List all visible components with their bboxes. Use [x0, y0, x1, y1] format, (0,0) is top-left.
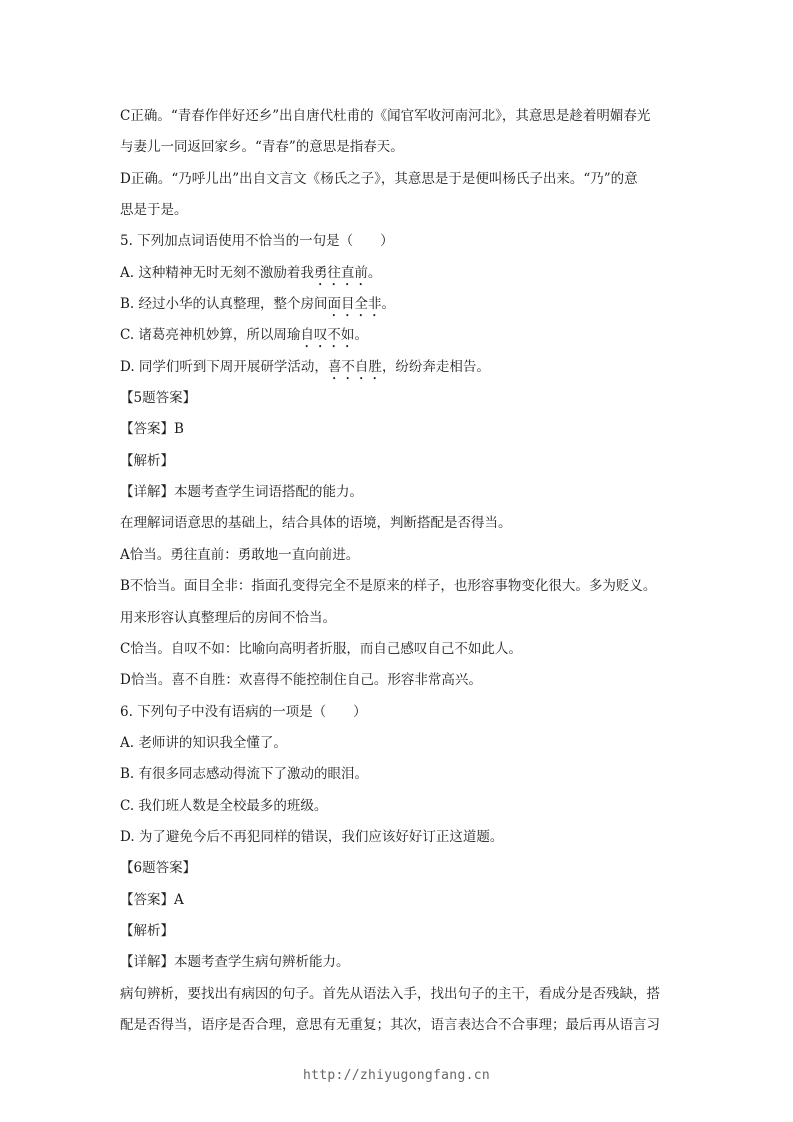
document-body: [120, 101, 680, 1041]
answer-heading: 【5题答案】: [120, 390, 197, 407]
text-line: 病句辨析，要找出有病因的句子。首先从语法入手，找出句子的主干，看成分是否残缺，搭: [120, 985, 660, 1002]
option-text: C. 诸葛亮神机妙算，所以周瑜: [120, 327, 301, 344]
footer-url: http://zhiyugongfang.cn: [303, 1068, 490, 1083]
text-line: C正确。“青春作伴好还乡”出自唐代杜甫的《闻官军收河南河北》，其意思是趁着明媚春光: [120, 108, 651, 124]
explanation-line: 【详解】本题考查学生病句辨析能力。: [120, 954, 350, 971]
option-text: D. 同学们听到下周开展研学活动，: [120, 358, 328, 375]
text-line: 在理解词语意思的基础上，结合具体的语境，判断搭配是否得当。: [120, 515, 512, 532]
question-6-option-a: A. 老师讲的知识我全懂了。: [120, 734, 287, 751]
option-text: 。: [354, 327, 368, 344]
option-text: 。: [381, 296, 396, 313]
text-line: C恰当。自叹不如：比喻向高明者折服，而自己感叹自己不如此人。: [120, 640, 522, 657]
text-line: 配是否得当，语序是否合理，意思有无重复；其次，语言表达合不合事理；最后再从语言习: [120, 1016, 660, 1033]
question-5-option-c: [120, 320, 680, 351]
question-6-stem: 6. 下列句子中没有语病的一项是（ ）: [120, 703, 367, 720]
answer-heading: 【6题答案】: [120, 860, 197, 877]
text-line: D正确。“乃呼儿出”出自文言文《杨氏之子》，其意思是于是便叫杨氏子出来。“乃”的意: [120, 170, 638, 187]
question-5-stem: 5. 下列加点词语使用不恰当的一句是（ ）: [120, 233, 394, 250]
text-line: 用来形容认真整理后的房间不恰当。: [120, 609, 336, 626]
question-5-option-d: [120, 352, 680, 383]
option-text: 。: [367, 264, 382, 281]
text-line: B不恰当。面目全非：指面孔变得完全不是原来的样子，也形容事物变化很大。多为贬义。: [120, 578, 657, 595]
dotted-term: 喜不自胜: [327, 358, 382, 375]
option-text: B. 经过小华的认真整理，整个房间: [120, 296, 328, 313]
question-6-option-c: C. 我们班人数是全校最多的班级。: [120, 797, 328, 814]
option-text: ，纷纷奔走相告。: [381, 358, 490, 375]
dotted-term: 自叹不如: [300, 327, 355, 344]
question-6-option-d: D. 为了避免今后不再犯同样的错误，我们应该好好订正这道题。: [120, 828, 504, 845]
option-text: A. 这种精神无时无刻不激励着我: [120, 264, 314, 281]
text-line: A恰当。勇往直前：勇敢地一直向前进。: [120, 546, 360, 563]
answer-line: 【答案】A: [120, 891, 184, 908]
text-line: 思是于是。: [120, 202, 188, 219]
question-6-option-b: B. 有很多同志感动得流下了激动的眼泪。: [120, 766, 369, 783]
question-5-option-a: [120, 258, 680, 289]
text-line: 与妻儿一同返回家乡。“青春”的意思是指春天。: [120, 139, 404, 156]
analysis-heading: 【解析】: [120, 922, 174, 939]
answer-line: 【答案】B: [120, 421, 184, 438]
explanation-line: 【详解】本题考查学生词语搭配的能力。: [120, 484, 363, 501]
question-5-option-b: [120, 289, 680, 320]
analysis-heading: 【解析】: [120, 452, 174, 469]
dotted-term: 面目全非: [327, 296, 382, 313]
dotted-term: 勇往直前: [313, 264, 368, 281]
text-line: D恰当。喜不自胜：欢喜得不能控制住自己。形容非常高兴。: [120, 672, 482, 689]
